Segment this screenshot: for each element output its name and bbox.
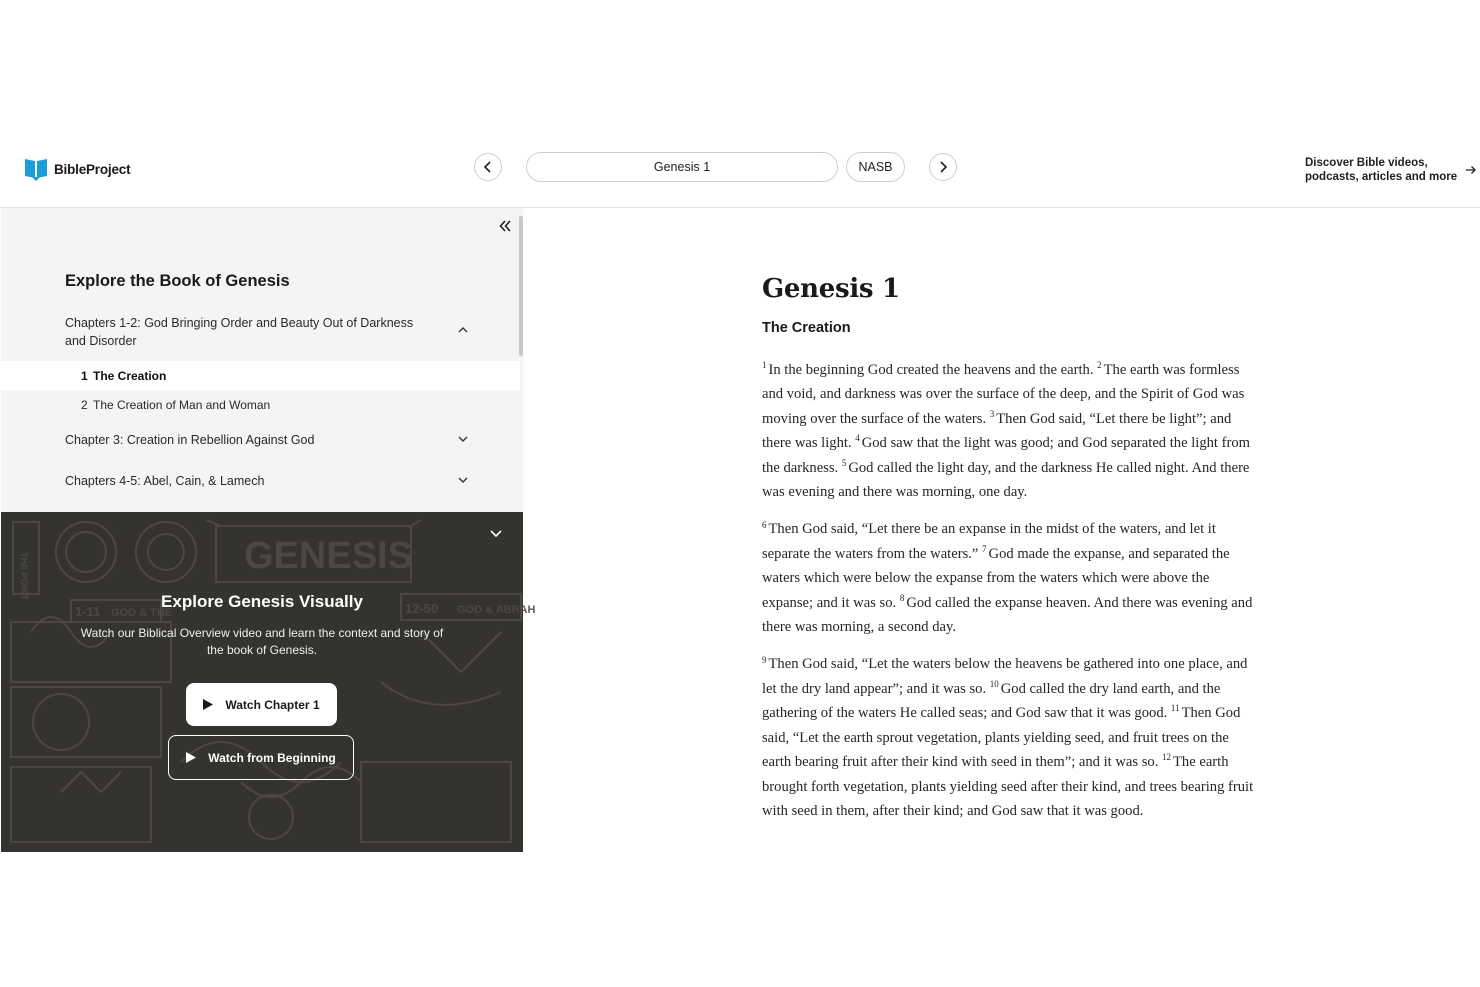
next-chapter-button[interactable]: [929, 153, 957, 181]
discover-link[interactable]: [1305, 155, 1477, 185]
verse-number[interactable]: 6: [762, 519, 767, 530]
verse-number[interactable]: 7: [982, 543, 987, 554]
chapter-item-2[interactable]: [1, 390, 520, 419]
explore-sidebar: [1, 208, 536, 852]
verse-number[interactable]: 1: [762, 360, 767, 371]
verse-text: God called the light day, and the darkness He called night. And there was evening and there was morning, one day.: [762, 459, 1250, 501]
verse-text: Then God said, “Let there be light”; and there was light.: [762, 410, 1232, 452]
collapse-sidebar-button[interactable]: [497, 218, 515, 234]
verse-text: Then God said, “Let the waters below the heavens be gathered into one place, and let the dry land appear”; and it was so.: [762, 656, 1248, 697]
arrow-right-icon: [1465, 164, 1477, 176]
explore-visually-promo: [1, 512, 536, 852]
verse-number[interactable]: 9: [762, 654, 767, 665]
discover-text: Discover Bible videos, podcasts, articles and more: [1305, 157, 1458, 183]
section-label: Chapters 1-2: God Bringing Order and Beauty Out of Darkness and Disorder: [65, 316, 414, 348]
art-tag-a: GOD & THE: [111, 607, 173, 619]
double-chevron-left-icon: [497, 218, 513, 234]
art-tag-b: GOD & ABRAH: [457, 604, 536, 616]
logo-link[interactable]: [24, 157, 130, 181]
chapter-title: Genesis 1: [762, 274, 900, 304]
section-chapters-4-5[interactable]: [65, 472, 465, 490]
chevron-down-icon: [457, 474, 469, 486]
verse-paragraph: [762, 517, 1254, 639]
chapter-number: 2: [81, 397, 88, 412]
watch-from-beginning-button[interactable]: [168, 735, 354, 780]
chapter-label: The Creation: [93, 368, 167, 383]
verse-number[interactable]: 3: [989, 408, 995, 419]
top-header: [0, 136, 1480, 208]
verse-text: The earth was formless and void, and darkness was over the surface of the deep, and the Spirit of God was moving over the surface of the waters.: [762, 362, 1245, 427]
verse-paragraph: [762, 652, 1254, 823]
chapter-label: The Creation of Man and Woman: [93, 397, 271, 412]
verse-paragraphs: [762, 358, 1254, 836]
verse-number[interactable]: 5: [841, 457, 847, 468]
verse-paragraph: [762, 358, 1254, 504]
chevron-down-icon[interactable]: [489, 526, 503, 540]
play-icon: [186, 752, 196, 763]
chevron-up-icon: [457, 324, 469, 336]
verse-text: Then God said, “Let there be an expanse in the midst of the waters, and let it separate the waters from the waters.”: [762, 521, 1216, 562]
scripture-reader: [762, 208, 1262, 852]
verse-number[interactable]: 10: [989, 679, 999, 690]
verse-number[interactable]: 8: [899, 592, 905, 603]
chapter-number: 1: [81, 368, 88, 383]
chevron-left-icon: [482, 161, 494, 173]
verse-text: The earth brought forth vegetation, plants yielding seed after their kind, and trees bearing fruit with seed in them, after their kind; and God saw that it was good.: [762, 754, 1254, 819]
sidebar-scrollbar[interactable]: [519, 216, 523, 356]
verse-text: God called the expanse heaven. And there was evening and there was morning, a second day.: [762, 594, 1253, 636]
version-selector[interactable]: NASB: [846, 152, 905, 182]
art-genesis-word: GENESIS: [244, 535, 413, 577]
art-range-a: 1-11: [75, 604, 101, 619]
watch-beginning-label: Watch from Beginning: [208, 750, 336, 765]
open-book-logo-icon: [24, 157, 48, 181]
reference-selector[interactable]: Genesis 1: [526, 152, 838, 182]
verse-text: God made the expanse, and separated the waters which were below the expanse from the waters which were above the expanse; and it was so.: [762, 545, 1230, 611]
promo-title: Explore Genesis Visually: [161, 592, 363, 611]
logo-text: BibleProject: [54, 161, 131, 177]
watch-chapter-button[interactable]: [186, 683, 337, 726]
art-range-b: 12-50: [405, 601, 439, 616]
section-chapters-1-2[interactable]: [65, 314, 465, 350]
chevron-down-icon: [457, 433, 469, 445]
verse-number[interactable]: 2: [1097, 360, 1102, 371]
genesis-overview-illustration: [1, 512, 536, 852]
promo-description: Watch our Biblical Overview video and learn the context and story of the book of Genesis.: [80, 626, 444, 657]
section-chapter-3[interactable]: [65, 431, 465, 449]
play-icon: [203, 699, 213, 710]
section-label: Chapters 4-5: Abel, Cain, & Lamech: [65, 474, 265, 488]
verse-text: God saw that the light was good; and God separated the light from the darkness.: [762, 435, 1250, 476]
section-label: Chapter 3: Creation in Rebellion Against God: [65, 433, 315, 447]
verse-number[interactable]: 4: [855, 433, 860, 444]
section-heading: The Creation: [762, 320, 851, 336]
bible-reader-app: [0, 136, 1480, 852]
chevron-right-icon: [937, 161, 949, 173]
previous-chapter-button[interactable]: [474, 153, 502, 181]
verse-number[interactable]: 12: [1162, 752, 1171, 763]
art-point-word: THE POINT: [19, 552, 29, 601]
chapter-item-1[interactable]: [1, 361, 520, 390]
watch-chapter-label: Watch Chapter 1: [225, 697, 320, 712]
verse-text: God called the dry land earth, and the gathering of the waters He called seas; and God saw that it was good.: [762, 680, 1221, 722]
verse-text: In the beginning God created the heavens and the earth.: [768, 362, 1098, 378]
verse-number[interactable]: 11: [1170, 703, 1180, 714]
explore-title: Explore the Book of Genesis: [65, 272, 290, 290]
verse-text: Then God said, “Let the earth sprout vegetation, plants yielding seed, and fruit trees on the earth bearing fruit after their kind with seed in them”; and it was so.: [762, 705, 1241, 771]
